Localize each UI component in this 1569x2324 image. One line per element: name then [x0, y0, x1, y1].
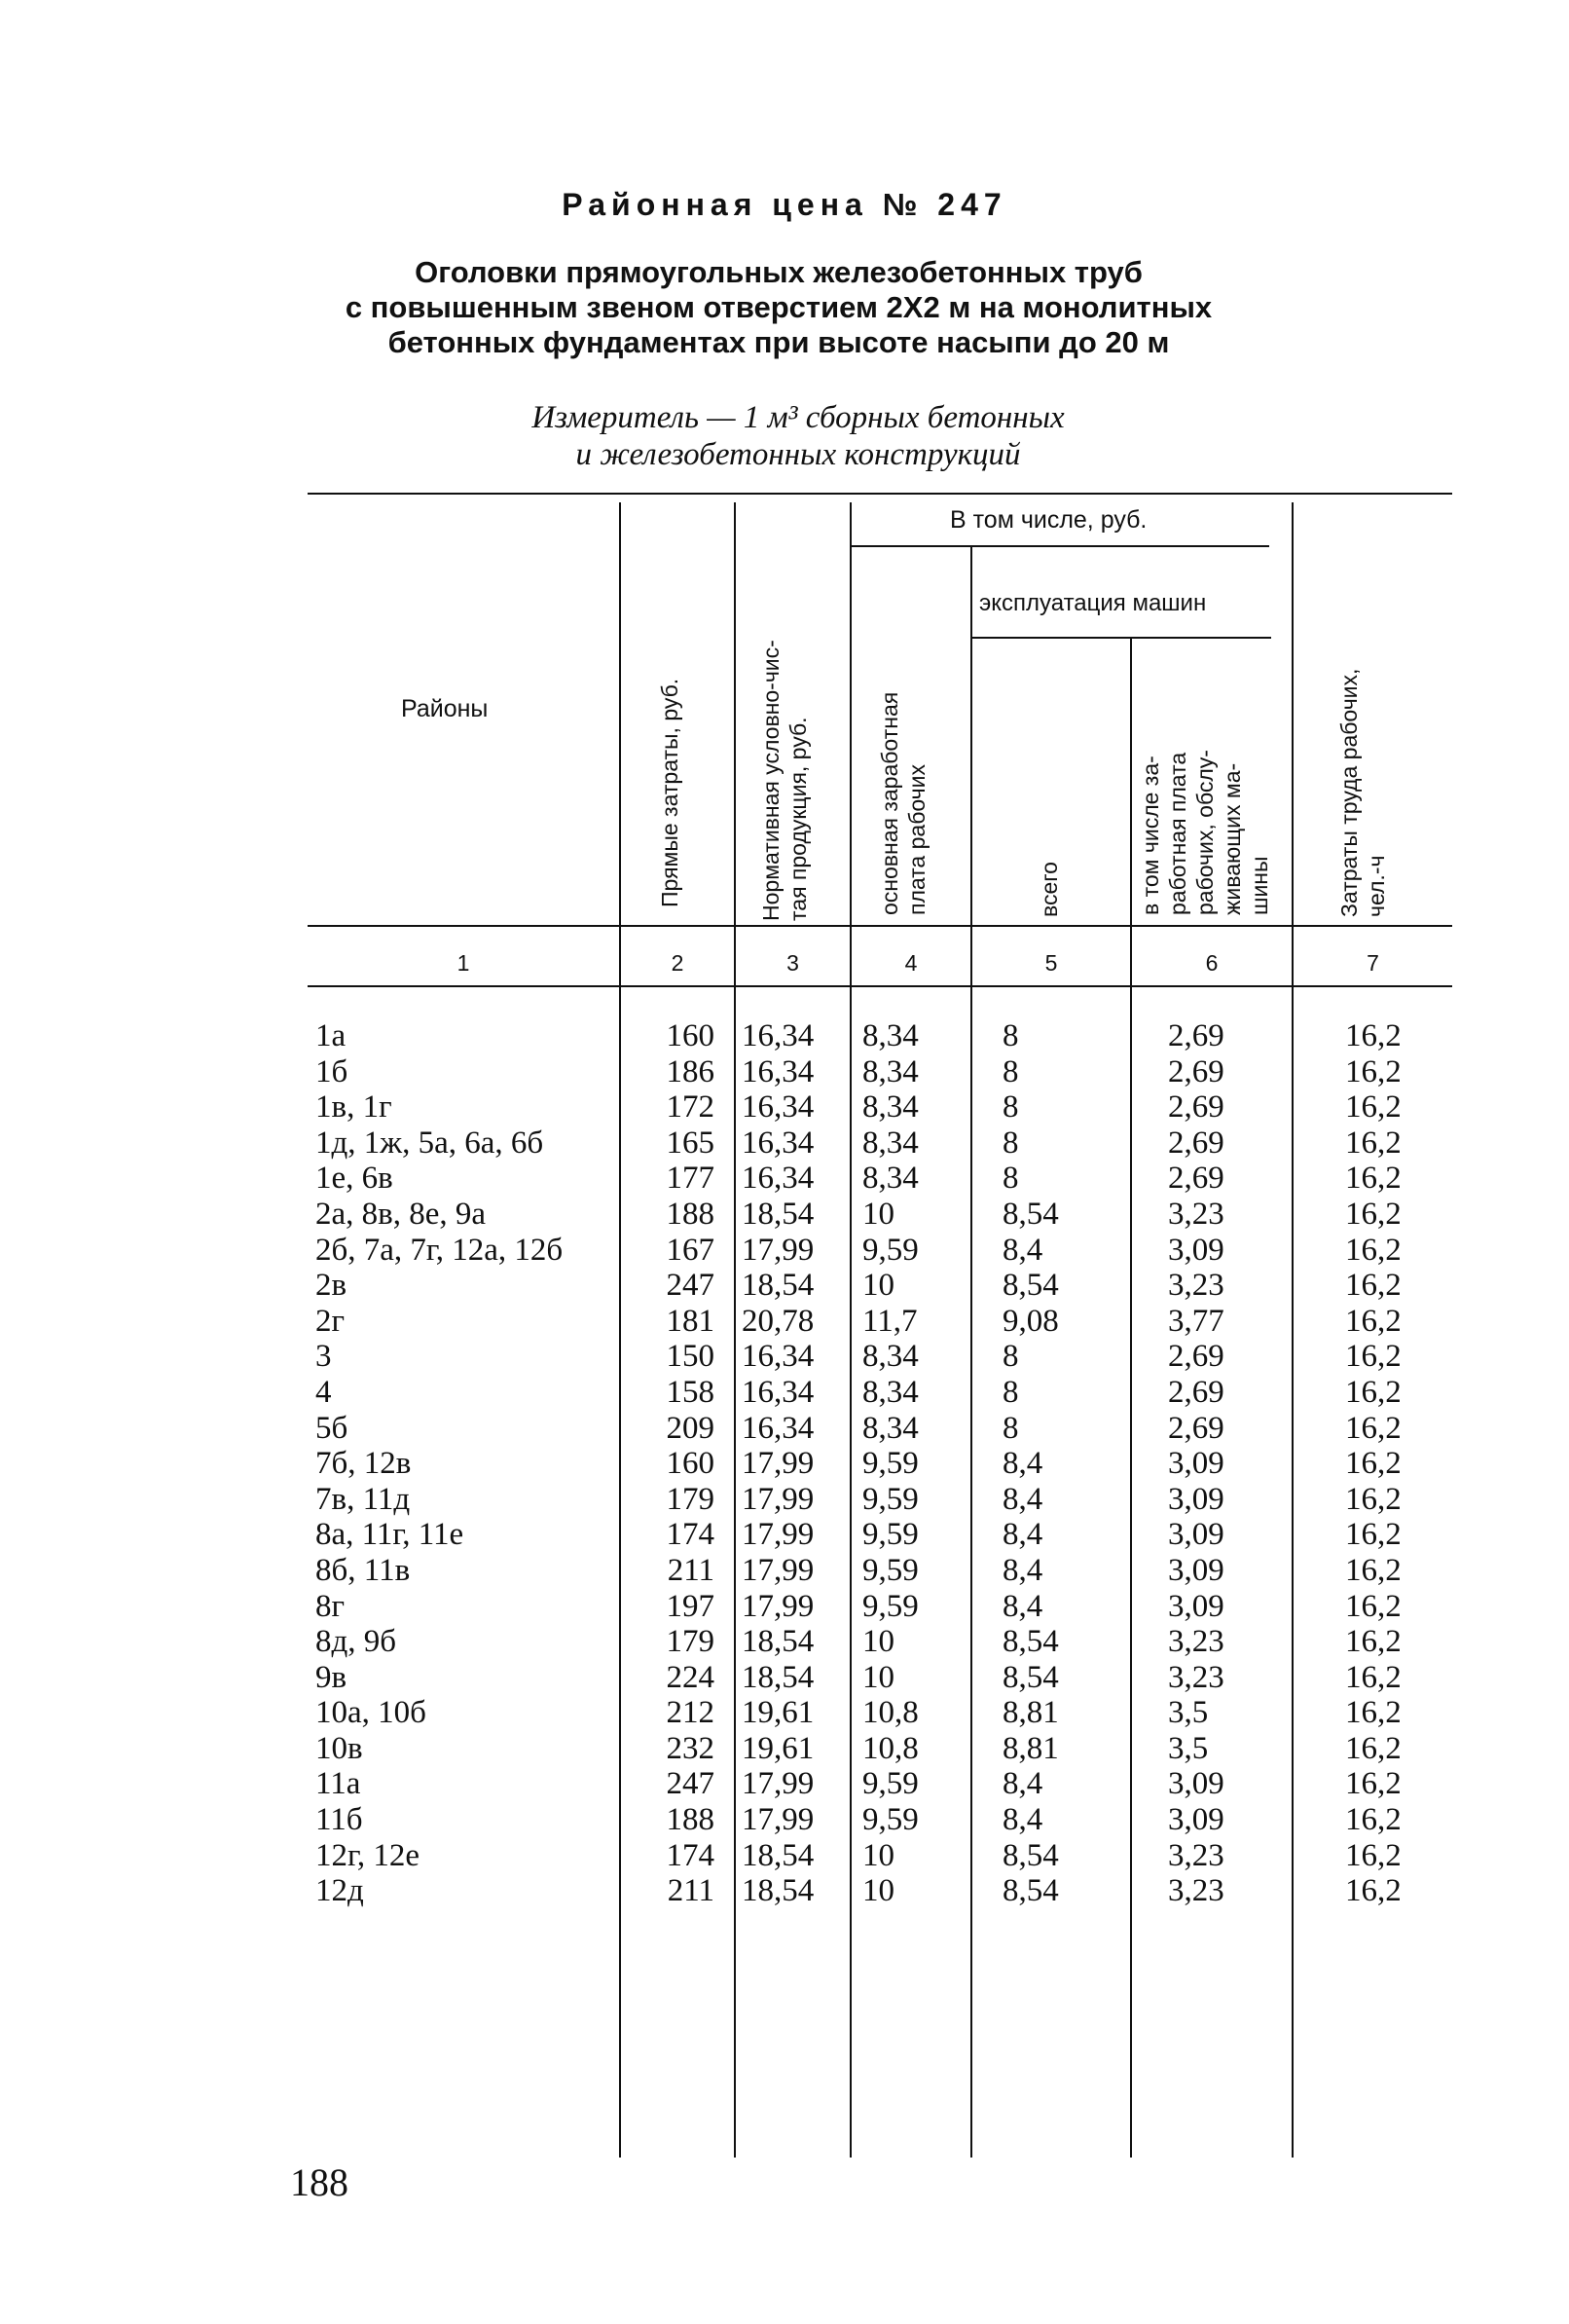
machine-wage-cell: 2,69: [1168, 1018, 1224, 1053]
normative-cell: 17,99: [742, 1446, 815, 1482]
normative-cell: 16,34: [742, 1018, 815, 1053]
wage-cell: 9,59: [862, 1552, 919, 1588]
machine-total-cell: 8,54: [1003, 1624, 1059, 1660]
labor-cell: 16,2: [1345, 1161, 1402, 1197]
header-machine-operation: эксплуатация машин: [979, 590, 1207, 616]
wage-cell: 10: [862, 1268, 894, 1304]
table-row: [308, 1517, 1452, 1553]
labor-cell: 16,2: [1345, 1766, 1402, 1802]
region-cell: 1а: [315, 1018, 347, 1053]
machine-total-cell: 8,4: [1003, 1802, 1043, 1838]
region-cell: 8г: [315, 1588, 346, 1624]
wage-cell: 8,34: [862, 1089, 919, 1125]
region-cell: 8а, 11г, 11е: [315, 1517, 464, 1553]
machine-wage-cell: 2,69: [1168, 1053, 1224, 1089]
wage-cell: 9,59: [862, 1588, 919, 1624]
normative-cell: 16,34: [742, 1089, 815, 1125]
table-row: [308, 1233, 1452, 1269]
wage-cell: 10: [862, 1624, 894, 1660]
labor-cell: 16,2: [1345, 1410, 1402, 1446]
column-number: 7: [1367, 950, 1379, 976]
normative-cell: 16,34: [742, 1125, 815, 1161]
direct-cost-cell: 165: [666, 1125, 714, 1161]
normative-cell: 19,61: [742, 1695, 815, 1731]
labor-cell: 16,2: [1345, 1232, 1402, 1268]
header-including: В том числе, руб.: [950, 506, 1148, 534]
machine-total-cell: 8: [1003, 1374, 1019, 1410]
direct-cost-cell: 247: [666, 1766, 714, 1802]
header-labor: Затраты труда рабочих, чел.-ч: [1336, 668, 1389, 917]
wage-cell: 10: [862, 1196, 894, 1232]
machine-total-cell: 8,54: [1003, 1196, 1059, 1232]
wage-cell: 8,34: [862, 1374, 919, 1410]
machine-total-cell: 8,4: [1003, 1588, 1043, 1624]
normative-cell: 17,99: [742, 1766, 815, 1802]
machine-wage-cell: 2,69: [1168, 1089, 1224, 1125]
region-cell: 7б, 12в: [315, 1446, 412, 1482]
subtitle-line: с повышенным звеном отверстием 2Х2 м на монолитных: [345, 290, 1213, 324]
wage-cell: 10,8: [862, 1730, 919, 1766]
table-row: [308, 1589, 1452, 1625]
labor-cell: 16,2: [1345, 1624, 1402, 1660]
table-row: [308, 1054, 1452, 1090]
normative-cell: 18,54: [742, 1837, 815, 1873]
labor-cell: 16,2: [1345, 1053, 1402, 1089]
machine-wage-cell: 2,69: [1168, 1410, 1224, 1446]
region-cell: 5б: [315, 1410, 348, 1446]
region-cell: 4: [315, 1374, 332, 1410]
header-bottom-rule: [308, 925, 1452, 927]
machine-total-cell: 8,81: [1003, 1730, 1059, 1766]
machine-total-cell: 8: [1003, 1125, 1019, 1161]
wage-cell: 9,59: [862, 1481, 919, 1517]
wage-cell: 10,8: [862, 1695, 919, 1731]
direct-cost-cell: 211: [667, 1552, 714, 1588]
table-top-rule: [308, 493, 1452, 495]
region-cell: 1в, 1г: [315, 1089, 392, 1125]
machine-wage-cell: 3,09: [1168, 1232, 1224, 1268]
labor-cell: 16,2: [1345, 1089, 1402, 1125]
including-rule: [851, 545, 1269, 547]
region-cell: 10а, 10б: [315, 1695, 426, 1731]
machine-wage-cell: 3,09: [1168, 1766, 1224, 1802]
wage-cell: 9,59: [862, 1446, 919, 1482]
labor-cell: 16,2: [1345, 1303, 1402, 1339]
direct-cost-cell: 158: [666, 1374, 714, 1410]
labor-cell: 16,2: [1345, 1339, 1402, 1375]
region-cell: 1б: [315, 1053, 348, 1089]
wage-cell: 9,59: [862, 1517, 919, 1553]
header-regions: Районы: [401, 695, 489, 722]
header-base-wage: основная заработная плата рабочих: [877, 691, 930, 915]
table-row: [308, 1411, 1452, 1447]
region-cell: 2а, 8в, 8е, 9а: [315, 1196, 487, 1232]
machine-total-cell: 8,4: [1003, 1481, 1043, 1517]
labor-cell: 16,2: [1345, 1873, 1402, 1909]
column-number: 3: [786, 950, 799, 976]
header-direct-costs: Прямые затраты, руб.: [657, 678, 682, 907]
direct-cost-cell: 174: [666, 1837, 714, 1873]
table-row: [308, 1695, 1452, 1731]
machine-total-cell: 8: [1003, 1339, 1019, 1375]
measure-line: Измеритель — 1 м³ сборных бетонных: [531, 400, 1065, 435]
column-number-rule: [308, 985, 1452, 987]
table-row: [308, 1268, 1452, 1304]
machine-total-cell: 8,81: [1003, 1695, 1059, 1731]
direct-cost-cell: 172: [666, 1089, 714, 1125]
wage-cell: 8,34: [862, 1125, 919, 1161]
normative-cell: 18,54: [742, 1624, 815, 1660]
direct-cost-cell: 177: [666, 1161, 714, 1197]
table-row: [308, 1375, 1452, 1411]
region-cell: 1д, 1ж, 5а, 6а, 6б: [315, 1125, 544, 1161]
region-cell: 3: [315, 1339, 332, 1375]
table-row: [308, 1446, 1452, 1482]
table-row: [308, 1089, 1452, 1125]
region-cell: 2б, 7а, 7г, 12а, 12б: [315, 1232, 564, 1268]
machine-total-cell: 8,54: [1003, 1837, 1059, 1873]
labor-cell: 16,2: [1345, 1730, 1402, 1766]
direct-cost-cell: 179: [666, 1624, 714, 1660]
table-row: [308, 1482, 1452, 1518]
wage-cell: 9,59: [862, 1802, 919, 1838]
page-number: 188: [290, 2160, 348, 2204]
labor-cell: 16,2: [1345, 1588, 1402, 1624]
machine-wage-cell: 3,09: [1168, 1588, 1224, 1624]
header-total: всего: [1037, 862, 1062, 917]
header-incl-wage: в том числе за- работная плата рабочих, обслу- живающих ма- шины: [1138, 750, 1272, 915]
direct-cost-cell: 209: [666, 1410, 714, 1446]
table-row: [308, 1125, 1452, 1162]
direct-cost-cell: 160: [666, 1446, 714, 1482]
machine-wage-cell: 2,69: [1168, 1339, 1224, 1375]
direct-cost-cell: 188: [666, 1196, 714, 1232]
normative-cell: 16,34: [742, 1339, 815, 1375]
labor-cell: 16,2: [1345, 1268, 1402, 1304]
machine-wage-cell: 3,09: [1168, 1446, 1224, 1482]
machine-wage-cell: 3,5: [1168, 1695, 1209, 1731]
machine-wage-cell: 3,23: [1168, 1837, 1224, 1873]
normative-cell: 18,54: [742, 1268, 815, 1304]
wage-cell: 10: [862, 1659, 894, 1695]
wage-cell: 8,34: [862, 1339, 919, 1375]
table-row: [308, 1873, 1452, 1909]
normative-cell: 17,99: [742, 1552, 815, 1588]
direct-cost-cell: 211: [667, 1873, 714, 1909]
machine-wage-cell: 3,23: [1168, 1659, 1224, 1695]
wage-cell: 8,34: [862, 1018, 919, 1053]
machine-total-cell: 8: [1003, 1161, 1019, 1197]
machine-total-cell: 8: [1003, 1018, 1019, 1053]
wage-cell: 10: [862, 1873, 894, 1909]
direct-cost-cell: 212: [666, 1695, 714, 1731]
region-cell: 10в: [315, 1730, 363, 1766]
direct-cost-cell: 247: [666, 1268, 714, 1304]
region-cell: 11а: [315, 1766, 361, 1802]
labor-cell: 16,2: [1345, 1517, 1402, 1553]
machine-wage-cell: 3,5: [1168, 1730, 1209, 1766]
region-cell: 2г: [315, 1303, 346, 1339]
direct-cost-cell: 186: [666, 1053, 714, 1089]
table-row: [308, 1731, 1452, 1767]
table-body: [308, 1018, 1452, 1909]
normative-cell: 18,54: [742, 1196, 815, 1232]
wage-cell: 11,7: [862, 1303, 918, 1339]
direct-cost-cell: 150: [666, 1339, 714, 1375]
machine-total-cell: 8,4: [1003, 1552, 1043, 1588]
measure-line: и железобетонных конструкций: [575, 437, 1021, 472]
machine-wage-cell: 2,69: [1168, 1374, 1224, 1410]
direct-cost-cell: 232: [666, 1730, 714, 1766]
machine-total-cell: 8,4: [1003, 1766, 1043, 1802]
wage-cell: 10: [862, 1837, 894, 1873]
table-row: [308, 1161, 1452, 1197]
normative-cell: 17,99: [742, 1802, 815, 1838]
wage-cell: 9,59: [862, 1232, 919, 1268]
table-row: [308, 1624, 1452, 1660]
table-row: [308, 1339, 1452, 1375]
machine-rule: [971, 637, 1271, 639]
machine-wage-cell: 3,09: [1168, 1481, 1224, 1517]
normative-cell: 17,99: [742, 1588, 815, 1624]
machine-wage-cell: 3,23: [1168, 1624, 1224, 1660]
labor-cell: 16,2: [1345, 1125, 1402, 1161]
labor-cell: 16,2: [1345, 1552, 1402, 1588]
machine-wage-cell: 2,69: [1168, 1125, 1224, 1161]
region-cell: 1е, 6в: [315, 1161, 393, 1197]
labor-cell: 16,2: [1345, 1374, 1402, 1410]
table-row: [308, 1304, 1452, 1340]
region-cell: 7в, 11д: [315, 1481, 411, 1517]
header-normative: Нормативная условно-чис- тая продукция, руб.: [758, 640, 811, 921]
region-cell: 9в: [315, 1659, 347, 1695]
machine-total-cell: 8,4: [1003, 1232, 1043, 1268]
machine-total-cell: 8,54: [1003, 1873, 1059, 1909]
column-number: 6: [1205, 950, 1219, 976]
region-cell: 11б: [315, 1802, 363, 1838]
page-title: Районная цена № 247: [562, 187, 1007, 222]
machine-wage-cell: 3,23: [1168, 1873, 1224, 1909]
region-cell: 12г, 12е: [315, 1837, 420, 1873]
machine-wage-cell: 3,09: [1168, 1802, 1224, 1838]
column-number: 1: [456, 950, 470, 976]
labor-cell: 16,2: [1345, 1802, 1402, 1838]
direct-cost-cell: 174: [666, 1517, 714, 1553]
region-cell: 8д, 9б: [315, 1624, 397, 1660]
wage-cell: 9,59: [862, 1766, 919, 1802]
direct-cost-cell: 179: [666, 1481, 714, 1517]
machine-wage-cell: 3,09: [1168, 1517, 1224, 1553]
direct-cost-cell: 160: [666, 1018, 714, 1053]
normative-cell: 16,34: [742, 1410, 815, 1446]
labor-cell: 16,2: [1345, 1659, 1402, 1695]
wage-cell: 8,34: [862, 1053, 919, 1089]
machine-total-cell: 8: [1003, 1089, 1019, 1125]
normative-cell: 17,99: [742, 1232, 815, 1268]
measurement-unit: [428, 399, 1168, 473]
table-row: [308, 1197, 1452, 1233]
machine-total-cell: 8,54: [1003, 1659, 1059, 1695]
machine-wage-cell: 2,69: [1168, 1161, 1224, 1197]
direct-cost-cell: 181: [666, 1303, 714, 1339]
normative-cell: 17,99: [742, 1517, 815, 1553]
region-cell: 12д: [315, 1873, 364, 1909]
labor-cell: 16,2: [1345, 1196, 1402, 1232]
document-subtitle: [292, 255, 1265, 360]
normative-cell: 19,61: [742, 1730, 815, 1766]
column-number: 5: [1044, 950, 1058, 976]
column-number: 4: [904, 950, 918, 976]
machine-wage-cell: 3,23: [1168, 1268, 1224, 1304]
machine-total-cell: 8: [1003, 1410, 1019, 1446]
labor-cell: 16,2: [1345, 1018, 1402, 1053]
labor-cell: 16,2: [1345, 1446, 1402, 1482]
wage-cell: 8,34: [862, 1410, 919, 1446]
normative-cell: 16,34: [742, 1053, 815, 1089]
price-table: [308, 493, 1452, 2158]
normative-cell: 18,54: [742, 1873, 815, 1909]
normative-cell: 16,34: [742, 1374, 815, 1410]
region-cell: 2в: [315, 1268, 347, 1304]
table-row: [308, 1660, 1452, 1696]
normative-cell: 18,54: [742, 1659, 815, 1695]
direct-cost-cell: 197: [666, 1588, 714, 1624]
labor-cell: 16,2: [1345, 1695, 1402, 1731]
subtitle-line: бетонных фундаментах при высоте насыпи до 20 м: [387, 325, 1170, 359]
direct-cost-cell: 224: [666, 1659, 714, 1695]
subtitle-line: Оголовки прямоугольных железобетонных труб: [415, 255, 1143, 289]
table-row: [308, 1553, 1452, 1589]
direct-cost-cell: 188: [666, 1802, 714, 1838]
table-row: [308, 1766, 1452, 1802]
machine-total-cell: 8,4: [1003, 1446, 1043, 1482]
machine-total-cell: 8,54: [1003, 1268, 1059, 1304]
machine-wage-cell: 3,23: [1168, 1196, 1224, 1232]
machine-wage-cell: 3,09: [1168, 1552, 1224, 1588]
direct-cost-cell: 167: [666, 1232, 714, 1268]
normative-cell: 17,99: [742, 1481, 815, 1517]
region-cell: 8б, 11в: [315, 1552, 411, 1588]
labor-cell: 16,2: [1345, 1481, 1402, 1517]
machine-wage-cell: 3,77: [1168, 1303, 1224, 1339]
table-row: [308, 1018, 1452, 1054]
table-row: [308, 1838, 1452, 1874]
machine-total-cell: 8,4: [1003, 1517, 1043, 1553]
machine-total-cell: 8: [1003, 1053, 1019, 1089]
normative-cell: 16,34: [742, 1161, 815, 1197]
table-row: [308, 1802, 1452, 1838]
normative-cell: 20,78: [742, 1303, 815, 1339]
column-number: 2: [671, 950, 684, 976]
wage-cell: 8,34: [862, 1161, 919, 1197]
labor-cell: 16,2: [1345, 1837, 1402, 1873]
machine-total-cell: 9,08: [1003, 1303, 1059, 1339]
